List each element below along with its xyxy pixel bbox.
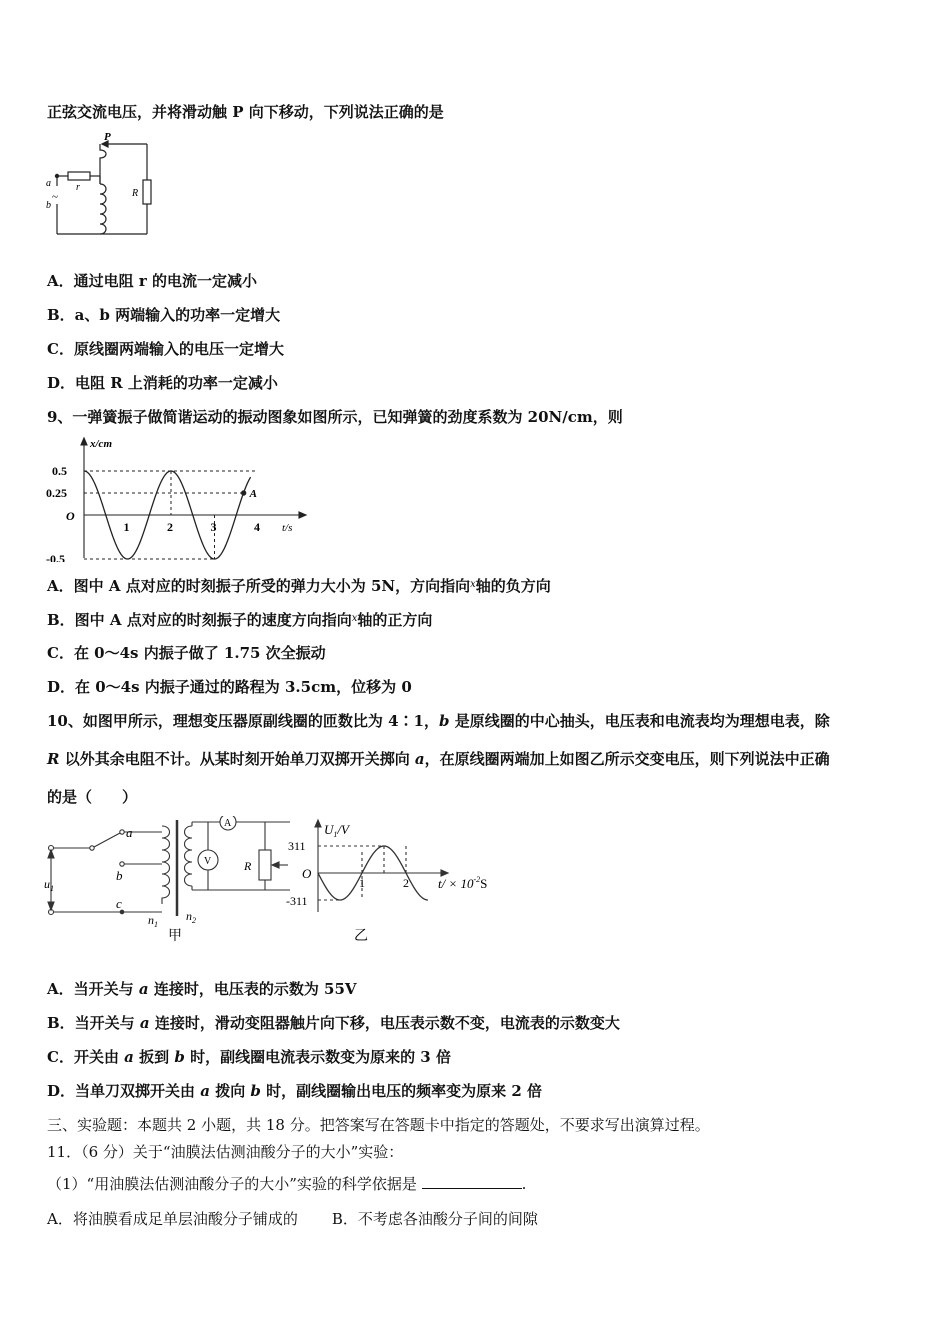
q9-option-d: D．在 0～4s 内振子通过的路程为 3.5cm，位移为 0: [47, 678, 412, 696]
q9-stem: 9、一弹簧振子做简谐运动的振动图象如图所示，已知弹簧的劲度系数为 20N/cm，则: [47, 408, 623, 426]
label-b: b: [46, 200, 51, 211]
q10-opt-text: 时，副线圈电流表示数变为原来的 3 倍: [184, 1048, 451, 1066]
q10-opt-text: 时，副线圈输出电压的频率变为原来 2 倍: [260, 1082, 543, 1100]
q11-sub1-text: （1）“用油膜法估测油酸分子的大小”实验的科学依据是: [47, 1175, 417, 1193]
q10-opt-text: B．当开关与: [47, 1014, 140, 1032]
q10-opt-text: 连接时，电压表的示数为 55V: [148, 980, 357, 998]
q10-chart-xtick-2: 2: [403, 876, 409, 890]
q11-sub1-end: .: [521, 1175, 527, 1193]
q8-option-d: D．电阻 R 上消耗的功率一定减小: [47, 374, 278, 392]
q10-primary-coil: [162, 826, 170, 904]
q10-stem-var-b: b: [438, 712, 450, 730]
q10-option-d: [47, 1081, 542, 1101]
q9-vibration-graph: [44, 434, 314, 562]
q10-opt-text: 连接时，滑动变阻器触片向下移，电压表示数不变，电流表的示数变大: [149, 1014, 620, 1032]
q10-opt-text: C．开关由: [47, 1048, 125, 1066]
q10-opt-text: 扳到: [133, 1048, 175, 1066]
q9-point-a: [241, 491, 245, 495]
q9-option-b-text: B．图中 A 点对应的时刻振子的速度方向指向: [47, 611, 352, 629]
q8-circuit-figure: [42, 128, 162, 240]
q9-xtick-2: 2: [167, 520, 173, 534]
q8-option-b: B．a、b 两端输入的功率一定增大: [47, 306, 281, 324]
q10-opt-var: b: [250, 1082, 261, 1100]
q9-option-a: [47, 575, 551, 596]
q9-xtick-3: 3: [210, 520, 217, 534]
q10-rheostat: [259, 850, 271, 880]
q11-sub1: [47, 1174, 526, 1194]
q9-y-label: x/cm: [90, 438, 112, 450]
q10-opt-var: b: [174, 1048, 185, 1066]
q9-option-a-suffix: 轴的负方向: [475, 577, 551, 595]
label-ac-tilde: ~: [52, 191, 58, 203]
q10-stem-line1: [47, 711, 830, 731]
label-r: r: [76, 182, 80, 193]
label-a: a: [46, 178, 51, 189]
q10-R-label: R: [244, 859, 252, 873]
coil: [100, 184, 106, 234]
q10-option-a: [47, 979, 357, 999]
q9-option-b: [47, 609, 432, 630]
q10-n2-label: $n_2$: [186, 909, 196, 925]
label-p: P: [104, 131, 111, 143]
q10-u1-label: $u_1$: [44, 877, 54, 893]
q10-stem-var-a: a: [414, 750, 425, 768]
q11-option-a: A．将油膜看成足单层油酸分子铺成的: [47, 1210, 298, 1228]
q9-origin: O: [66, 509, 75, 523]
q10-stem-part: 是原线圈的中心抽头，电压表和电流表均为理想电表，除: [449, 712, 830, 730]
q10-opt-var: a: [139, 1014, 150, 1032]
q10-opt-text: D．当单刀双掷开关由: [47, 1082, 201, 1100]
q8-option-a: A．通过电阻 r 的电流一定减小: [47, 272, 257, 290]
q9-point-a-label: A: [249, 488, 257, 500]
q11-answer-blank[interactable]: [422, 1174, 522, 1189]
q10-chart-x-label: $t/ \times 10^{-2}S$: [438, 875, 488, 891]
q9-option-b-var: x: [351, 613, 358, 624]
q9-ytick-0.25: 0.25: [46, 486, 67, 500]
label-R: R: [132, 188, 139, 199]
q11-option-b: B．不考虑各油酸分子间的间隙: [331, 1210, 538, 1228]
q9-ytick-0.5: 0.5: [52, 464, 67, 478]
q10-terminal-a: a: [126, 825, 133, 840]
q10-fig-yi-caption: 乙: [354, 929, 368, 944]
section-3-heading: 三、实验题：本题共 2 小题，共 18 分。把答案写在答题卡中指定的答题处，不要求写出演算过程。: [47, 1116, 710, 1134]
q10-opt-var: a: [124, 1048, 134, 1066]
q10-chart-xtick-1: 1: [359, 876, 365, 890]
q10-opt-var: a: [138, 980, 149, 998]
q11-stem: 11．（6 分）关于“油膜法估测油酸分子的大小”实验：: [47, 1143, 404, 1161]
q8-option-c: C．原线圈两端输入的电压一定增大: [47, 340, 284, 358]
q9-option-a-text: A．图中 A 点对应的时刻振子所受的弹力大小为 5N，方向指向: [47, 577, 471, 595]
q9-ytick-neg0.5: -0.5: [46, 552, 65, 562]
q9-option-b-suffix: 轴的正方向: [357, 611, 433, 629]
q10-terminal-b: b: [116, 868, 123, 883]
q11-options-row: [47, 1209, 538, 1229]
q9-option-c: C．在 0～4s 内振子做了 1.75 次全振动: [47, 644, 326, 662]
q10-option-c: [47, 1047, 451, 1067]
q10-chart-origin: O: [302, 866, 312, 881]
q10-opt-var: a: [200, 1082, 210, 1100]
q10-fig-jia-circuit: [40, 816, 290, 946]
resistor-r: [68, 172, 90, 180]
q9-x-label: t/s: [282, 522, 293, 534]
q10-terminal-c: c: [116, 896, 122, 911]
q10-fig-yi-voltage-graph: [284, 816, 514, 946]
q10-ammeter-label: A: [224, 818, 232, 829]
q9-xtick-4: 4: [254, 520, 260, 534]
resistor-R: [143, 180, 151, 204]
q10-opt-text: A．当开关与: [47, 980, 139, 998]
q10-stem-part: 10、如图甲所示，理想变压器原副线圈的匝数比为 4∶1，: [47, 712, 439, 730]
q10-n1-label: $n_1$: [148, 913, 158, 929]
q10-stem-part: ，在原线圈两端加上如图乙所示交变电压，则下列说法中正确: [424, 750, 830, 768]
q10-stem-line3: 的是（ ）: [47, 788, 138, 806]
q8-stem-tail: 正弦交流电压，并将滑动触 P 向下移动，下列说法正确的是: [47, 103, 444, 121]
q10-opt-text: 拨向: [209, 1082, 251, 1100]
q10-chart-y-label: $U_1/V$: [324, 822, 349, 839]
q10-chart-ytick-neg311: -311: [286, 894, 308, 908]
q9-xtick-1: 1: [123, 520, 130, 534]
q10-voltmeter-label: V: [204, 856, 212, 867]
q10-chart-ytick-311: 311: [288, 839, 306, 853]
q10-option-b: [47, 1013, 620, 1033]
q10-stem-part: 以外其余电阻不计。从某时刻开始单刀双掷开关掷向: [59, 750, 415, 768]
q10-secondary-coil: [185, 826, 193, 886]
q10-stem-line2: [47, 749, 830, 769]
q10-fig-jia-caption: 甲: [168, 929, 182, 944]
q10-stem-var-R: R: [47, 750, 60, 768]
q9-option-a-var: x: [470, 579, 476, 590]
